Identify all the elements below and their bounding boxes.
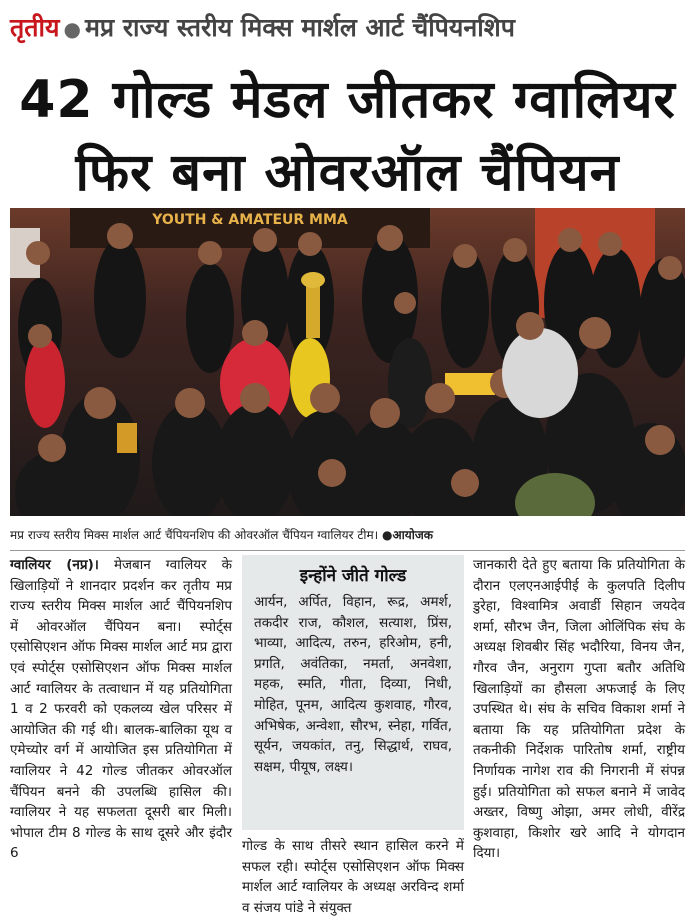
caption-credit: आयोजक: [392, 528, 433, 542]
article-column-3: जानकारी देते हुए बताया कि प्रतियोगिता के दौरान एलएनआईपीई के कुलपति दिलीप डुरेहा, विश्वामित्र अवार्डी सिहान जयदेव शर्मा, सौरभ जैन, जिला ओलिंपिक संघ के अध्यक्ष शिवबीर सिंह भदौरिया, विनय जैन, गौरव जैन, अनुराग गुप्ता बतौर अतिथि खिलाड़ियों का हौसला अफजाई के लिए उपस्थित थे। संघ के सचिव विकाश शर्मा ने बताया कि यह प्रतियोगिता प्रदेश के तकनीकी निर्देशक पारितोष शर्मा, राष्ट्रीय निर्णायक नागेश राव की निगरानी में संपन्न हुई। प्रतियोगिता को सफल बनाने में जावेद अख्तर, विष्णु ओझा, अमर लोधी, वीरेंद्र कुशवाहा, किशोर खरे आदि ने योगदान दिया।: [473, 557, 685, 862]
article-column-2: गोल्ड के साथ तीसरे स्थान हासिल करने में सफल रही। स्पोर्ट्स एसोसिएशन ऑफ मिक्स मार्शल आर्ट ग्वालियर के अध्यक्ष अरविन्द शर्मा व संजय पांडे ने संयुक्त: [242, 838, 464, 916]
kicker-label: तृतीय: [10, 13, 60, 42]
kicker-text: मप्र राज्य स्तरीय मिक्स मार्शल आर्ट चैंपियनशिप: [84, 13, 515, 42]
team-photo: [10, 208, 685, 516]
photo-caption: [10, 520, 685, 551]
photo-banner-text: YOUTH & AMATEUR MMA: [152, 212, 348, 228]
bullet-icon: ●: [63, 17, 81, 41]
article-col1-text: मेजबान ग्वालियर के खिलाड़ियों ने शानदार प्रदर्शन कर तृतीय मप्र राज्य स्तरीय मिक्स मार्शल आर्ट चैंपियनशिप में ओवरऑल चैंपियन बना। स्पोर्ट्स एसोसिएशन ऑफ मिक्स मार्शल आर्ट मप्र द्वारा एवं स्पोर्ट्स एसोसिएशन ऑफ मिक्स मार्शल आर्ट ग्वालियर के तत्वाधान में यह प्रतियोगिता 1 व 2 फरवरी को एकलव्य खेल परिसर में आयोजित की गई थी। बालक-बालिका यूथ व एमेच्योर वर्ग में आयोजित इस प्रतियोगिता में ग्वालियर ने 42 गोल्ड जीतकर ओवरऑल चैंपियन बनने की उपलब्धि हासिल की। ग्वालियर ने यह सफलता दूसरी बार मिली। भोपाल टीम 8 गोल्ड के साथ दूसरे और इंदौर 6: [10, 557, 232, 862]
caption-dot-icon: ●: [382, 528, 393, 542]
gold-winners-title: इन्होंने जीते गोल्ड: [299, 566, 407, 586]
dateline: ग्वालियर (नप्र)।: [10, 557, 99, 573]
article-column-1: [10, 555, 232, 864]
caption-text: मप्र राज्य स्तरीय मिक्स मार्शल आर्ट चैंपियनशिप की ओवरऑल चैंपियन ग्वालियर टीम।: [10, 528, 379, 542]
gold-winners-box: [242, 555, 464, 830]
team-photo-graphic: [10, 208, 685, 516]
kicker: [10, 10, 515, 44]
headline-line1: 42 गोल्ड मेडल जीतकर ग्वालियर: [19, 70, 676, 130]
gold-winners-list: आर्यन, अर्पित, विहान, रूद्र, अमर्श, तकदीर राज, कौशल, सत्याश, प्रिंस, भाव्या, आदित्य, तरुन, हरिओम, हनी, प्रगति, अवंतिका, नमर्ता, अनवेशा, महक, स्मति, गीता, दिव्या, निधी, मोहित, पूनम, आदित्य कुशवाह, गौरव, अभिषेक, अन्वेशा, सौरभ, स्नेहा, गर्वित, सूर्यन, जयकांत, तनु, सिद्धार्थ, राघव, सक्षम, पीयूष, लक्ष्य।: [254, 594, 452, 775]
headline-line2: फिर बना ओवरऑल चैंपियन: [75, 143, 620, 203]
